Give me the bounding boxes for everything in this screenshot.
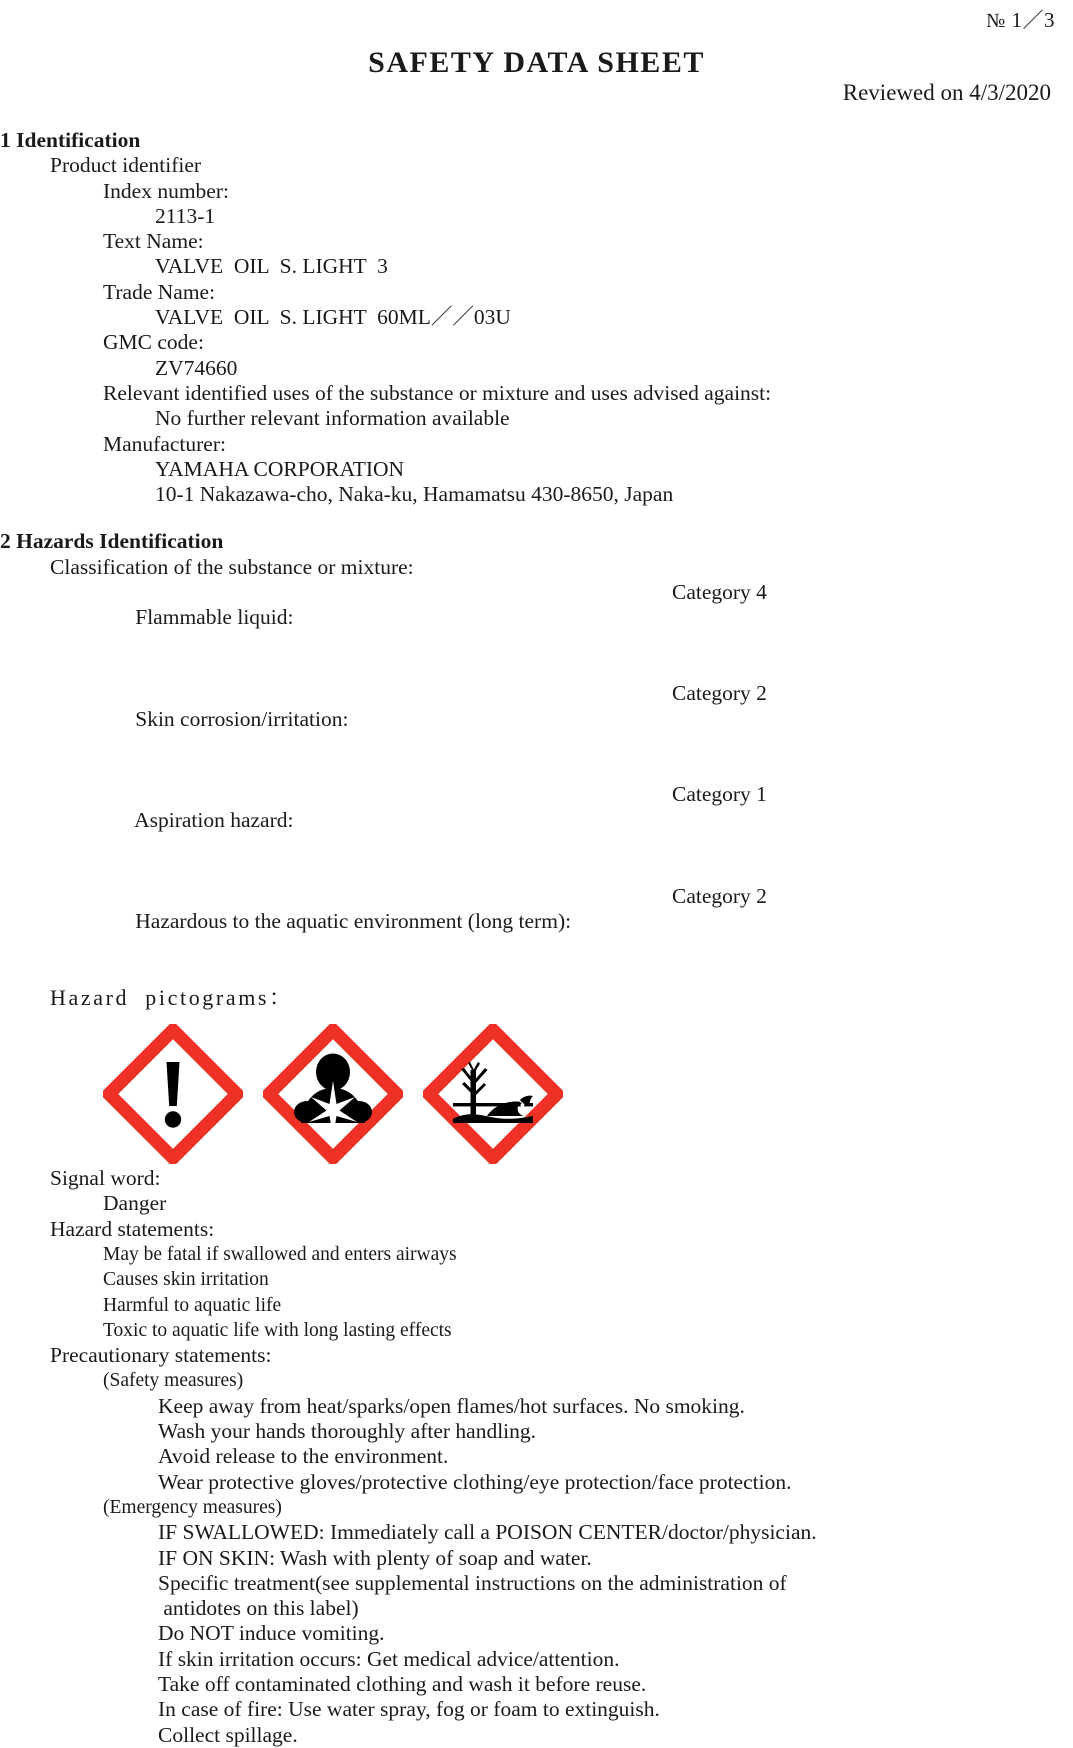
health-hazard-pictogram <box>263 1024 403 1164</box>
environment-hazard-pictogram <box>423 1024 563 1164</box>
page-number-abbr: № <box>986 10 1006 32</box>
classification-hazard: Hazardous to the aquatic environment (long term): <box>135 908 572 933</box>
classification-category: Category 1 <box>672 782 767 807</box>
trade-name-value: VALVE OIL S. LIGHT 60ML／／03U <box>155 305 511 330</box>
classification-label: Classification of the substance or mixture: <box>50 554 414 579</box>
exclamation-mark-pictogram <box>103 1024 243 1164</box>
precautionary-statements-label: Precautionary statements: <box>50 1343 272 1368</box>
emergency-measures-label: (Emergency measures) <box>103 1496 282 1518</box>
classification-hazard: Flammable liquid: <box>135 605 294 630</box>
page-number <box>986 4 1055 34</box>
classification-row <box>0 580 1073 681</box>
safety-measure: Avoid release to the environment. <box>158 1444 449 1469</box>
classification-row <box>0 681 1073 782</box>
hazard-statement: Causes skin irritation <box>103 1269 269 1291</box>
emergency-measure: IF SWALLOWED: Immediately call a POISON CENTER/doctor/physician. <box>158 1520 817 1545</box>
classification-category: Category 2 <box>672 883 767 908</box>
classification-hazard: Aspiration hazard: <box>134 807 294 832</box>
gmc-code-label: GMC code: <box>103 330 204 355</box>
classification-hazard: Skin corrosion/irritation: <box>135 706 349 731</box>
emergency-measure: Do NOT induce vomiting. <box>158 1621 385 1646</box>
text-name-value: VALVE OIL S. LIGHT 3 <box>155 254 388 279</box>
section-heading-identification: 1 Identification <box>0 128 141 152</box>
manufacturer-name: YAMAHA CORPORATION <box>155 456 405 481</box>
relevant-uses-value: No further relevant information available <box>155 406 510 431</box>
hazard-statements-label: Hazard statements: <box>50 1216 215 1241</box>
reviewed-date: Reviewed on 4/3/2020 <box>842 80 1051 105</box>
emergency-measure: Specific treatment(see supplemental instructions on the administration of <box>158 1570 787 1595</box>
manufacturer-address: 10-1 Nakazawa-cho, Naka-ku, Hamamatsu 430-8650, Japan <box>155 482 674 507</box>
safety-measure: Keep away from heat/sparks/open flames/hot surfaces. No smoking. <box>158 1393 745 1418</box>
hazard-statement: Harmful to aquatic life <box>103 1294 282 1316</box>
product-identifier-label: Product identifier <box>50 153 202 178</box>
classification-row <box>0 884 1073 985</box>
classification-category: Category 2 <box>672 681 767 706</box>
hazard-pictograms-group <box>0 1024 1073 1166</box>
classification-category: Category 4 <box>672 580 767 605</box>
gmc-code-value: ZV74660 <box>155 355 238 380</box>
safety-measures-label: (Safety measures) <box>103 1370 244 1392</box>
emergency-measure: antidotes on this label) <box>158 1596 359 1621</box>
trade-name-label: Trade Name: <box>103 279 216 304</box>
emergency-measure: Take off contaminated clothing and wash it before reuse. <box>158 1672 647 1697</box>
document-title: SAFETY DATA SHEET <box>368 46 705 79</box>
emergency-measure: IF ON SKIN: Wash with plenty of soap and water. <box>158 1545 592 1570</box>
hazard-pictograms-label: Hazard pictograms： <box>50 984 294 1010</box>
classification-row <box>0 782 1073 883</box>
document-body <box>0 128 1073 1748</box>
index-number-value: 2113-1 <box>155 203 216 228</box>
index-number-label: Index number: <box>103 178 229 203</box>
section-spacer <box>0 507 1073 529</box>
safety-measure: Wear protective gloves/protective clothing/eye protection/face protection. <box>158 1469 792 1494</box>
hazard-statement: May be fatal if swallowed and enters airways <box>103 1243 457 1265</box>
section-heading-hazards: 2 Hazards Identification <box>0 529 224 554</box>
hazard-statement: Toxic to aquatic life with long lasting effects <box>103 1319 452 1341</box>
safety-measure: Wash your hands thoroughly after handling. <box>158 1419 537 1444</box>
signal-word-value: Danger <box>103 1191 167 1216</box>
relevant-uses-label: Relevant identified uses of the substance or mixture and uses advised against: <box>103 380 772 405</box>
emergency-measure: Collect spillage. <box>158 1722 298 1747</box>
emergency-measure: In case of fire: Use water spray, fog or foam to extinguish. <box>158 1697 660 1722</box>
emergency-measure: If skin irritation occurs: Get medical advice/attention. <box>158 1646 620 1671</box>
manufacturer-label: Manufacturer: <box>103 431 226 456</box>
text-name-label: Text Name: <box>103 229 204 254</box>
page-number-value: 1／3 <box>1005 8 1055 32</box>
signal-word-label: Signal word: <box>50 1166 161 1191</box>
